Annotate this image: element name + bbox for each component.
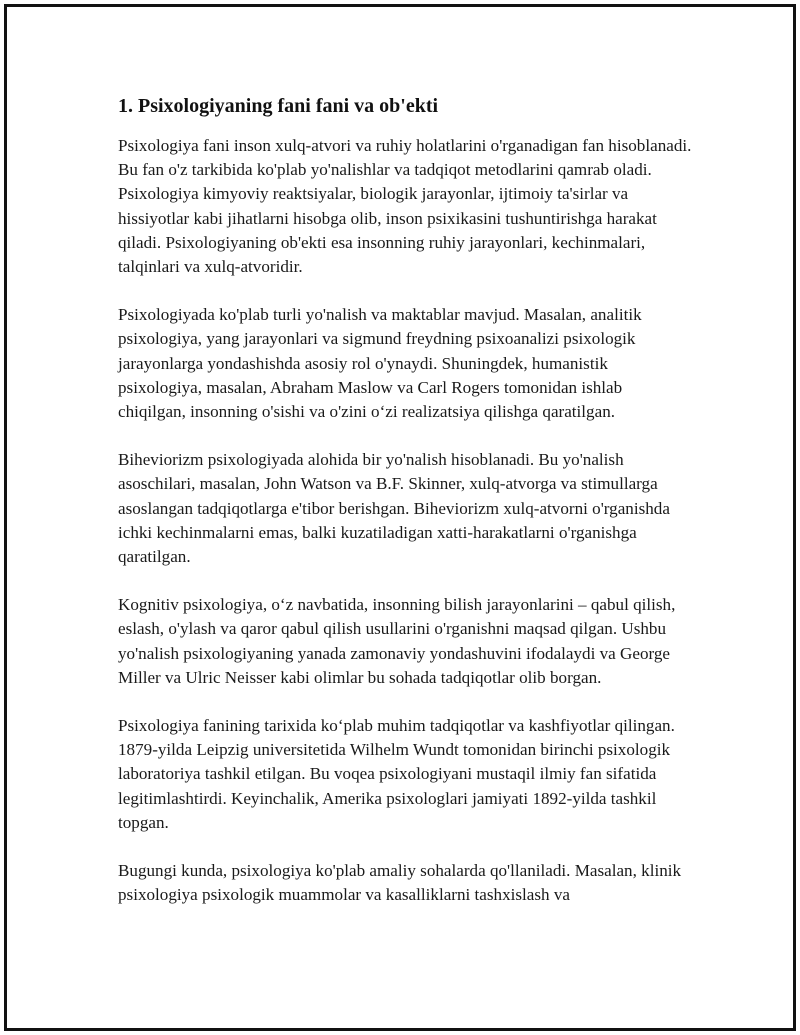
paragraph-6: Bugungi kunda, psixologiya ko'plab amaliy sohalarda qo'llaniladi. Masalan, klinik psixologiya psixologik muammolar va kasalliklarni tashxislash va bbox=[118, 861, 682, 905]
document-body bbox=[118, 92, 693, 931]
paragraph-1: Psixologiya fani inson xulq-atvori va ruhiy holatlarini o'rganadigan fan hisoblanadi. Bu fan o'z tarkibida ko'plab yo'nalishlar va tadqiqot metodlarini qamrab oladi. Psixologiya kimyoviy reaktsiyalar, biologik jarayonlar, ijtimoiy ta'sirlar va hissiyotlar kabi jihatlarni hisobga olib, inson psixikasini tushuntirishga harakat qiladi. Psixologiyaning ob'ekti esa insonning ruhiy jarayonlari, kechinmalari, talqinlari va xulq-atvoridir. bbox=[118, 136, 692, 277]
paragraph-4: Kognitiv psixologiya, o‘z navbatida, insonning bilish jarayonlarini – qabul qilish, eslash, o'ylash va qaror qabul qilish usullarini o'rganishni maqsad qilgan. Ushbu yo'nalish psixologiyaning yanada zamonaviy yondashuvini ifodalaydi va George Miller va Ulric Neisser kabi olimlar bu sohada tadqiqotlar olib borgan. bbox=[118, 595, 676, 687]
section-heading: 1. Psixologiyaning fani fani va ob'ekti bbox=[118, 95, 439, 117]
paragraph-5: Psixologiya fanining tarixida ko‘plab muhim tadqiqotlar va kashfiyotlar qilingan. 1879-yilda Leipzig universitetida Wilhelm Wundt tomonidan birinchi psixologik laboratoriya tashkil etilgan. Bu voqea psixologiyani mustaqil ilmiy fan sifatida legitimlashtirdi. Keyinchalik, Amerika psixologlari jamiyati 1892-yilda tashkil topgan. bbox=[118, 716, 675, 832]
paragraph-3: Biheviorizm psixologiyada alohida bir yo'nalish hisoblanadi. Bu yo'nalish asoschilari, masalan, John Watson va B.F. Skinner, xulq-atvorga va stimullarga asoslangan tadqiqotlarga e'tibor berishgan. Biheviorizm xulq-atvorni o'rganishda ichki kechinmalarni emas, balki kuzatiladigan xatti-harakatlarni o'rganishga qaratilgan. bbox=[118, 450, 670, 567]
paragraph-2: Psixologiyada ko'plab turli yo'nalish va maktablar mavjud. Masalan, analitik psixologiya, yang jarayonlari va sigmund freydning psixoanalizi psixologik jarayonlarga yondashishda asosiy rol o'ynaydi. Shuningdek, humanistik psixologiya, masalan, Abraham Maslow va Carl Rogers tomonidan ishlab chiqilgan, insonning o'sishi va o'zini o‘zi realizatsiya qilishga qaratilgan. bbox=[118, 305, 642, 422]
